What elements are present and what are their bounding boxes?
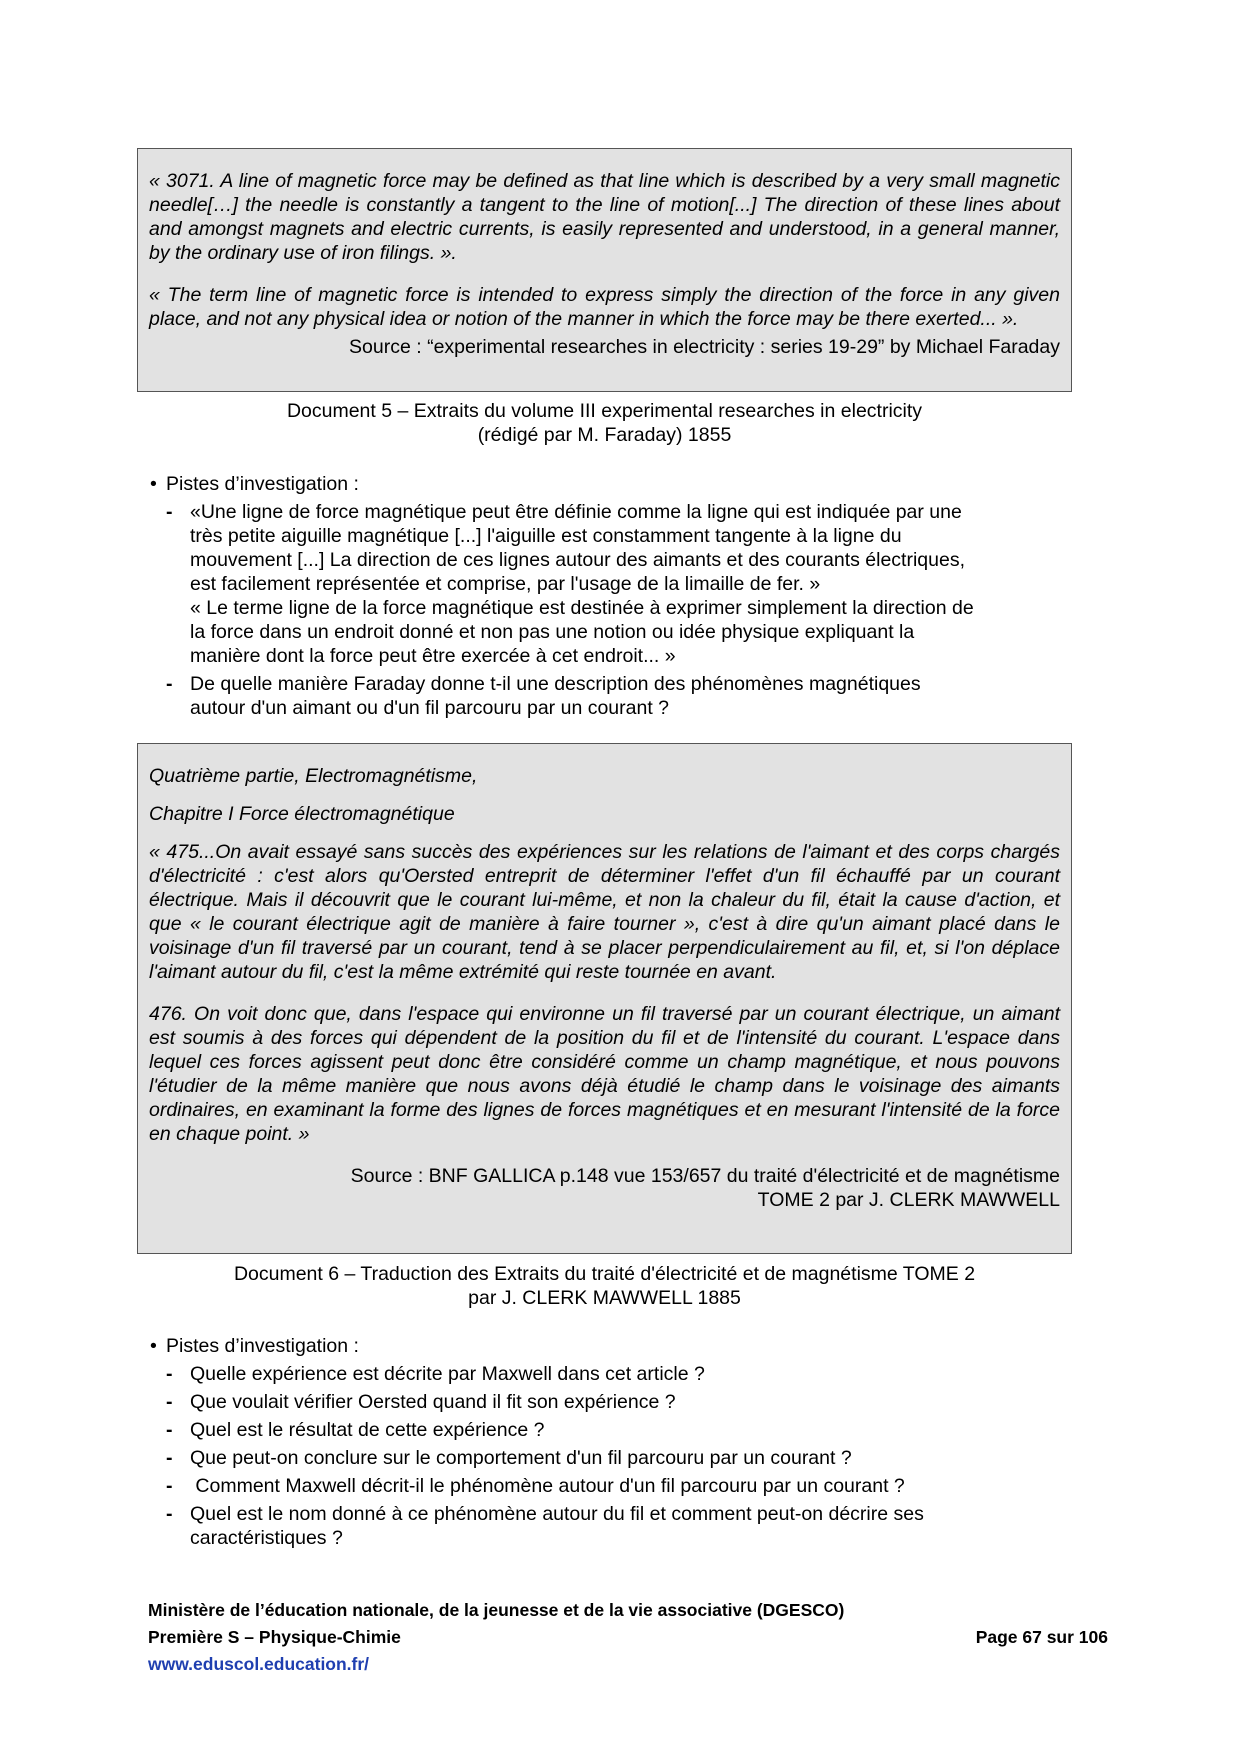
dash-icon: - xyxy=(166,1447,173,1469)
eduscol-link[interactable]: www.eduscol.education.fr/ xyxy=(148,1654,370,1674)
list-item xyxy=(150,1418,1050,1442)
dash-icon: - xyxy=(166,501,173,523)
doc6-chapter: Chapitre I Force électromagnétique xyxy=(149,803,455,825)
doc5-caption-line1: Document 5 – Extraits du volume III experimental researches in electricity xyxy=(286,400,923,422)
question-1: Quelle expérience est décrite par Maxwell dans cet article ? xyxy=(190,1363,705,1385)
question-5: Comment Maxwell décrit-il le phénomène autour d'un fil parcouru par un courant ? xyxy=(190,1475,905,1497)
item1-line: mouvement [...] La direction de ces lignes autour des aimants et des courants électriques, xyxy=(190,549,966,571)
item1-line: manière dont la force peut être exercée à cet endroit... » xyxy=(190,645,676,667)
doc5-caption-line2: (rédigé par M. Faraday) 1855 xyxy=(477,424,732,446)
doc6-caption-line1: Document 6 – Traduction des Extraits du traité d'électricité et de magnétisme TOME 2 xyxy=(233,1263,976,1285)
doc6-source-line2: TOME 2 par J. CLERK MAWWELL xyxy=(757,1189,1060,1211)
doc6-part: Quatrième partie, Electromagnétisme, xyxy=(149,765,478,787)
list-item xyxy=(150,1502,1050,1550)
pistes-list-1 xyxy=(150,500,1050,720)
bullet-icon: • xyxy=(150,473,157,495)
footer-course: Première S – Physique-Chimie xyxy=(148,1627,401,1647)
footer-url-row xyxy=(148,1651,1108,1678)
footer-ministry: Ministère de l’éducation nationale, de la jeunesse et de la vie associative (DGESCO) xyxy=(148,1600,845,1620)
doc6-para-476: 476. On voit donc que, dans l'espace qui environne un fil traversé par un courant électrique, un aimant est soumis à des forces qui dépendent de la position du fil et de l'intensité du courant. L'espace dans lequel ces forces agissent peut donc être considéré comme un champ magnétique, et nous pouvons l'étudier de la même manière que nous avons déjà étudié le champ dans le voisinage des aimants ordinaires, en examinant la forme des lignes de forces magnétiques et en mesurant l'intensité de la force en chaque point. » xyxy=(149,1003,1060,1145)
pistes-heading-1 xyxy=(150,472,1050,496)
bullet-icon: • xyxy=(150,1335,157,1357)
pistes-heading-2 xyxy=(150,1334,1050,1358)
question-3: Quel est le résultat de cette expérience ? xyxy=(190,1419,545,1441)
item1-line: « Le terme ligne de la force magnétique est destinée à exprimer simplement la direction de xyxy=(190,597,974,619)
doc6-quote-box xyxy=(137,743,1072,1254)
list-item xyxy=(150,672,1050,720)
question-6-line2: caractéristiques ? xyxy=(190,1527,343,1549)
doc6-caption xyxy=(137,1262,1072,1310)
dash-icon: - xyxy=(166,1419,173,1441)
footer-course-row xyxy=(148,1624,1108,1651)
doc6-source-line1: Source : BNF GALLICA p.148 vue 153/657 du traité d'électricité et de magnétisme xyxy=(350,1165,1060,1187)
item1-line: est facilement représentée et comprise, par l'usage de la limaille de fer. » xyxy=(190,573,821,595)
doc5-caption xyxy=(137,399,1072,447)
pistes-heading-label: Pistes d’investigation : xyxy=(166,1335,359,1357)
page-footer xyxy=(148,1597,1108,1678)
page-number: Page 67 sur 106 xyxy=(975,1627,1108,1647)
pistes-heading-label: Pistes d’investigation : xyxy=(166,473,359,495)
doc5-quote-box xyxy=(137,148,1072,392)
dash-icon: - xyxy=(166,1475,173,1497)
doc5-quote-3071: « 3071. A line of magnetic force may be defined as that line which is described by a very small magnetic needle[…] the needle is constantly a tangent to the line of motion[...] The direction of these lines about and amongst magnets and electric currents, is easily represented and understood, in a general manner, by the ordinary use of iron filings. ». xyxy=(149,170,1060,264)
list-item xyxy=(150,1362,1050,1386)
list-item xyxy=(150,500,1050,668)
doc5-source: Source : “experimental researches in electricity : series 19-29” by Michael Faraday xyxy=(349,336,1060,358)
pistes-section-2 xyxy=(150,1334,1050,1554)
item1-line: la force dans un endroit donné et non pas une notion ou idée physique expliquant la xyxy=(190,621,915,643)
pistes-section-1 xyxy=(150,472,1050,724)
item2-line: autour d'un aimant ou d'un fil parcouru par un courant ? xyxy=(190,697,670,719)
dash-icon: - xyxy=(166,1391,173,1413)
item2-line: De quelle manière Faraday donne t-il une description des phénomènes magnétiques xyxy=(190,673,921,695)
doc6-source xyxy=(149,1164,1060,1212)
list-item xyxy=(150,1390,1050,1414)
question-2: Que voulait vérifier Oersted quand il fit son expérience ? xyxy=(190,1391,676,1413)
doc5-quote-term: « The term line of magnetic force is intended to express simply the direction of the force in any given place, and not any physical idea or notion of the manner in which the force may be there exerted... ». xyxy=(149,284,1060,330)
list-item xyxy=(150,1446,1050,1470)
pistes-list-2 xyxy=(150,1362,1050,1550)
question-4: Que peut-on conclure sur le comportement d'un fil parcouru par un courant ? xyxy=(190,1447,852,1469)
question-6-line1: Quel est le nom donné à ce phénomène autour du fil et comment peut-on décrire ses xyxy=(190,1503,924,1525)
item1-line: très petite aiguille magnétique [...] l'aiguille est constamment tangente à la ligne du xyxy=(190,525,902,547)
list-item xyxy=(150,1474,1050,1498)
dash-icon: - xyxy=(166,673,173,695)
item1-line: «Une ligne de force magnétique peut être définie comme la ligne qui est indiquée par une xyxy=(190,501,962,523)
doc6-para-475: « 475...On avait essayé sans succès des expériences sur les relations de l'aimant et des corps chargés d'électricité : c'est alors qu'Oersted entreprit de déterminer l'effet d'un fil échauffé par un courant électrique. Mais il découvrit que le courant lui-même, et non la chaleur du fil, était la cause d'action, et que « le courant électrique agit de manière à faire tourner », c'est à dire qu'un aimant placé dans le voisinage d'un fil traversé par un courant, tend à se placer perpendiculairement au fil, et, si l'on déplace l'aimant autour du fil, c'est la même extrémité qui reste tournée en avant. xyxy=(149,841,1060,983)
dash-icon: - xyxy=(166,1503,173,1525)
dash-icon: - xyxy=(166,1363,173,1385)
doc6-caption-line2: par J. CLERK MAWWELL 1885 xyxy=(468,1287,741,1309)
